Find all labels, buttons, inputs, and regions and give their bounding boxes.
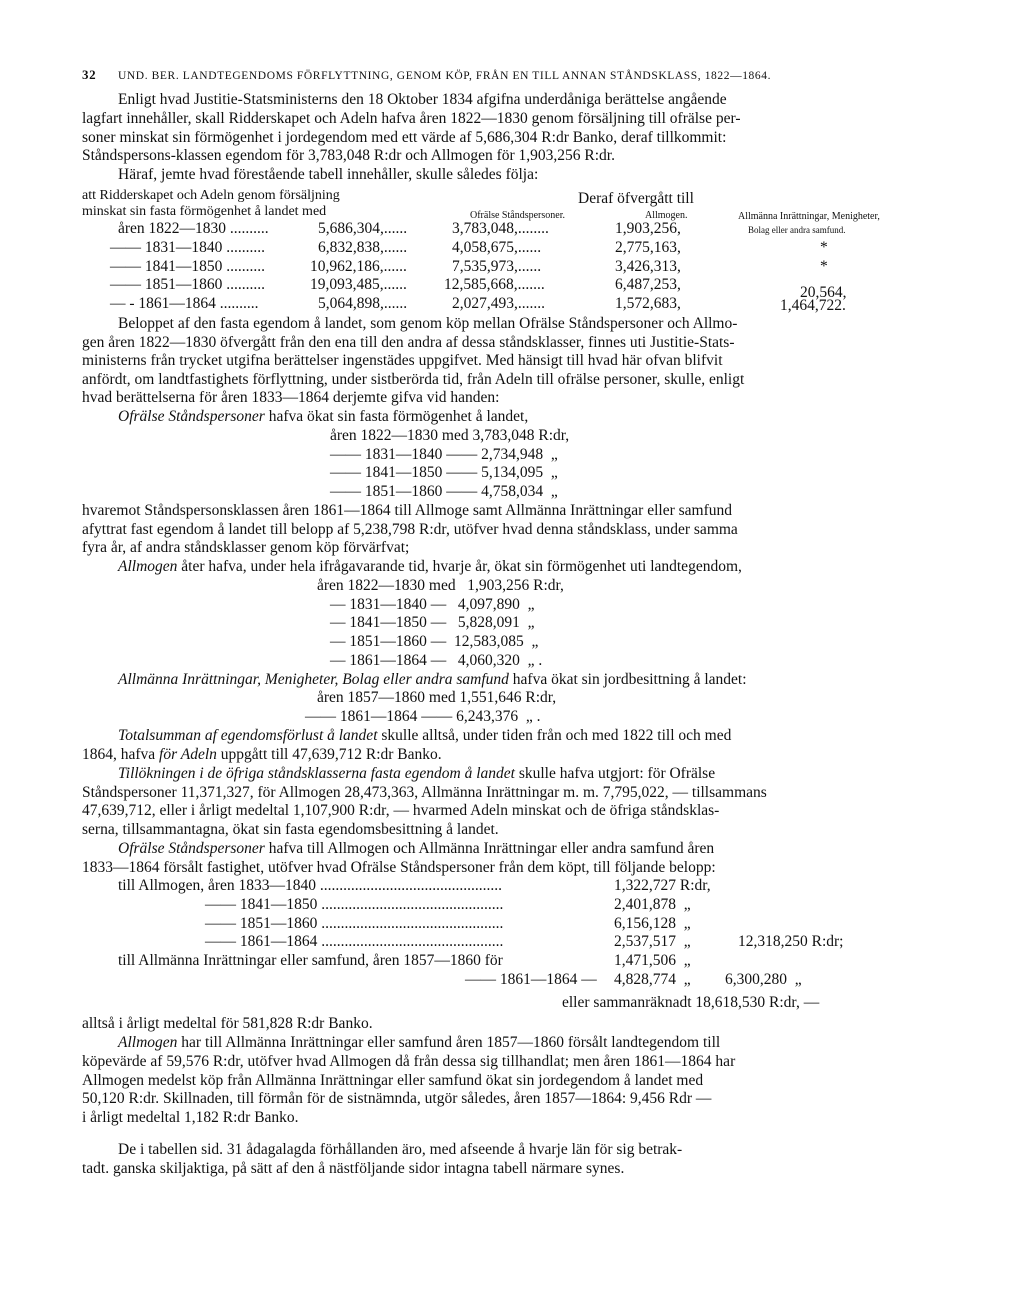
sold-value: 2,401,878 „ <box>614 896 691 913</box>
allmogen-intro <box>118 558 742 576</box>
allmanna-intro <box>118 671 747 689</box>
para2-line-1: Beloppet af den fasta egendom å landet, som genom köp mellan Ofrälse Ståndspersoner och Allmo- <box>118 315 738 332</box>
sold-label: —— 1851—1860 ............................................... <box>205 915 504 932</box>
allmanna-intro-rest: hafva ökat sin jordbesittning å landet: <box>508 671 747 688</box>
tillokning-line-3: 47,639,712, eller i årligt medeltal 1,107,900 R:dr, — hvarmed Adeln minskat och de öfriga ståndsklas- <box>82 802 720 819</box>
row-allmogen: 6,487,253, <box>615 276 681 293</box>
final-line-2: tadt. ganska skiljaktiga, på sätt af den å nästföljande sidor intagna tabell närmare synes. <box>82 1160 625 1177</box>
row-allmogen: 3,426,313, <box>615 258 681 275</box>
row-label: —— 1831—1840 .......... <box>110 239 265 256</box>
allmanna-list-item: —— 1861—1864 —— 6,243,376 „ . <box>305 708 541 725</box>
table-lead-2: minskat sin fasta förmögenhet å landet med <box>82 204 327 219</box>
final-line-1: De i tabellen sid. 31 ådagalagda förhållanden äro, med afseende å hvarje län för sig betrak- <box>118 1141 683 1158</box>
row-label: —— 1841—1850 .......... <box>110 258 265 275</box>
intro-line-3: soner minskat sin förmögenhet i jordegendom med ett värde af 5,686,304 R:dr Banko, deraf tillkommit: <box>82 129 727 146</box>
para3-line-2: afyttrat fast egendom å landet till belopp af 5,238,798 R:dr, utöfver hvad denna ståndsklass, under samma <box>82 521 738 538</box>
allmogen-had-line-4: 50,120 R:dr. Skillnaden, till förmån för de sistnämnda, utgör således, åren 1857—1864: 9,456 Rdr — <box>82 1090 712 1107</box>
para2-line-5: hvad berättelserna för åren 1833—1864 derjemte gifva vid handen: <box>82 389 500 406</box>
row-label: — - 1861—1864 .......... <box>110 295 259 312</box>
sold-label: —— 1861—1864 — <box>465 971 597 988</box>
tillokning-line-2: Ståndspersoner 11,371,327, för Allmogen 28,473,363, Allmänna Inrättningar m. m. 7,795,022, — tillsammans <box>82 784 767 801</box>
allmogen-had-line-5: i årligt medeltal 1,182 R:dr Banko. <box>82 1109 299 1126</box>
allmogen-list-item: — 1851—1860 — 12,583,085 „ <box>330 633 539 650</box>
page-number: 32 <box>82 67 97 82</box>
sold-average: alltså i årligt medeltal för 581,828 R:dr Banko. <box>82 1015 373 1032</box>
row-allmogen: 2,775,163, <box>615 239 681 256</box>
table-deraf: Deraf öfvergått till <box>578 190 694 207</box>
row-ofralse: 7,535,973,...... <box>452 258 542 275</box>
sold-line-2: 1833—1864 försålt fastighet, utöfver hvad Ofrälse Ståndspersoner från dem köpt, till följande belopp: <box>82 859 716 876</box>
row-allmanna: 20,564, <box>800 284 847 301</box>
sold-value: 4,828,774 „ <box>614 971 691 988</box>
row-allmanna: * <box>820 258 828 275</box>
total-line-2b: uppgått till 47,639,712 R:dr Banko. <box>216 746 442 763</box>
sold-label: till Allmogen, åren 1833—1840 ............................................... <box>118 877 503 894</box>
sold-value: 6,156,128 „ <box>614 915 691 932</box>
ofralse-list-item: —— 1851—1860 —— 4,758,034 „ <box>330 483 558 500</box>
row-ofralse: 4,058,675,...... <box>452 239 542 256</box>
row-label: åren 1822—1830 .......... <box>118 220 269 237</box>
running-title: UND. BER. LANDTEGENDOMS FÖRFLYTTNING, GENOM KÖP, FRÅN EN TILL ANNAN STÅNDSKLASS, 1822—1864. <box>118 70 772 82</box>
allmogen-had-line-2: köpevärde af 59,576 R:dr, utöfver hvad Allmogen då från dessa sig tillhandlat; men åren 1861—1864 har <box>82 1053 736 1070</box>
sold-value: 1,471,506 „ <box>614 952 691 969</box>
sold-line-1 <box>118 840 714 858</box>
tillokning-rest: skulle hafva utgjort: för Ofrälse <box>514 765 716 782</box>
ofralse-list-item: —— 1841—1850 —— 5,134,095 „ <box>330 464 558 481</box>
ofralse-intro-rest: hafva ökat sin fasta förmögenhet å landet, <box>264 408 529 425</box>
allmogen-had-line-3: Allmogen medelst köp från Allmänna Inrättningar eller samfund ökat sin jordegendom å landet med <box>82 1072 704 1089</box>
para2-line-4: anfördt, om landtfastighets förflyttning, under sistberörda tid, från Adeln till ofrälse personer, skulle, enligt <box>82 371 745 388</box>
row-allmogen: 1,903,256, <box>615 220 681 237</box>
allmogen-had-rest: har till Allmänna Inrättningar eller samfund åren 1857—1860 försålt landtegendom till <box>177 1034 721 1051</box>
allmogen-list-item: — 1841—1850 — 5,828,091 „ <box>330 614 535 631</box>
total-italic-2: för Adeln <box>159 746 217 763</box>
allmogen-list-item: åren 1822—1830 med 1,903,256 R:dr, <box>317 577 564 594</box>
intro-line-4: Ståndspersons-klassen egendom för 3,783,048 R:dr och Allmogen för 1,903,256 R:dr. <box>82 147 615 164</box>
sold-value: 2,537,517 „ <box>614 933 691 950</box>
total-line-2a: 1864, hafva <box>82 746 160 763</box>
sold-italic: Ofrälse Ståndspersoner <box>118 840 265 857</box>
sold-extra: 6,300,280 „ <box>725 971 802 988</box>
table-header-allmanna-2: Bolag eller andra samfund. <box>748 225 846 235</box>
allmogen-intro-rest: åter hafva, under hela ifrågavarande tid, hvarje år, ökat sin förmögenhet uti landtegendom, <box>177 558 742 575</box>
total-line-2 <box>82 746 442 764</box>
tillokning-line-1 <box>118 765 715 783</box>
row-ofralse: 3,783,048,........ <box>452 220 549 237</box>
ofralse-intro-italic: Ofrälse Ståndspersoner <box>118 408 265 425</box>
table-header-allmanna-1: Allmänna Inrättningar, Menigheter, <box>738 211 880 222</box>
row-allmanna: * <box>820 239 828 256</box>
allmogen-list-item: — 1861—1864 — 4,060,320 „ . <box>330 652 543 669</box>
allmogen-list-item: — 1831—1840 — 4,097,890 „ <box>330 596 535 613</box>
ofralse-list-item: —— 1831—1840 —— 2,734,948 „ <box>330 446 558 463</box>
table-lead-1: att Ridderskapet och Adeln genom försäljning <box>82 188 340 203</box>
table-header-allmogen: Allmogen. <box>645 210 688 221</box>
sold-rest: hafva till Allmogen och Allmänna Inrättningar eller andra samfund åren <box>264 840 715 857</box>
allmogen-had-line-1 <box>118 1034 720 1052</box>
sold-label: till Allmänna Inrättningar eller samfund, åren 1857—1860 för <box>118 952 503 969</box>
para3-line-3: fyra år, af andra ståndsklasser genom köp förvärfvat; <box>82 539 410 556</box>
row-ofralse: 2,027,493,....... <box>452 295 545 312</box>
row-total: 19,093,485,...... <box>310 276 407 293</box>
allmanna-intro-italic: Allmänna Inrättningar, Menigheter, Bolag eller andra samfund <box>118 671 509 688</box>
sold-extra: 12,318,250 R:dr; <box>738 933 844 950</box>
ofralse-intro <box>118 408 528 426</box>
total-italic: Totalsumman af egendomsförlust å landet <box>118 727 378 744</box>
allmanna-list-item: åren 1857—1860 med 1,551,646 R:dr, <box>317 689 557 706</box>
total-rest: skulle alltså, under tiden från och med 1822 till och med <box>377 727 732 744</box>
tillokning-line-4: serna, tillsammantagna, ökat sin fasta egendomsbesittning å landet. <box>82 821 499 838</box>
intro-line-5: Häraf, jemte hvad förestående tabell innehåller, skulle således följa: <box>118 166 539 183</box>
row-total: 5,686,304,...... <box>318 220 408 237</box>
sold-sum: eller sammanräknadt 18,618,530 R:dr, — <box>562 994 820 1011</box>
allmogen-had-italic: Allmogen <box>118 1034 178 1051</box>
row-total: 10,962,186,...... <box>310 258 407 275</box>
ofralse-list-item: åren 1822—1830 med 3,783,048 R:dr, <box>330 427 570 444</box>
allmogen-intro-italic: Allmogen <box>118 558 178 575</box>
para2-line-2: gen åren 1822—1830 öfvergått från den ena till den andra af dessa ståndsklasser, finnes uti Justitie-Stats- <box>82 334 735 351</box>
row-ofralse: 12,585,668,....... <box>444 276 545 293</box>
sold-value: 1,322,727 R:dr, <box>614 877 711 894</box>
intro-line-2: lagfart innehåller, skall Ridderskapet och Adeln hafva åren 1822—1830 genom försäljning till ofrälse per- <box>82 110 741 127</box>
sold-label: —— 1861—1864 ............................................... <box>205 933 504 950</box>
total-line-1 <box>118 727 731 745</box>
intro-line-1: Enligt hvad Justitie-Statsministerns den 18 Oktober 1834 afgifna underdåniga berättelse angående <box>118 91 727 108</box>
row-allmogen: 1,572,683, <box>615 295 681 312</box>
table-header-ofralse: Ofrälse Ståndspersoner. <box>470 210 565 221</box>
row-total: 6,832,838,...... <box>318 239 408 256</box>
para3-line-1: hvaremot Ståndspersonsklassen åren 1861—1864 till Allmoge samt Allmänna Inrättningar eller samfund <box>82 502 733 519</box>
tillokning-italic: Tillökningen i de öfriga ståndsklasserna fasta egendom å landet <box>118 765 515 782</box>
row-label: —— 1851—1860 .......... <box>110 276 265 293</box>
row-allmanna: 1,464,722. <box>780 297 846 314</box>
para2-line-3: ministerns från trycket utgifna berättelser ingenstädes uppgifvet. Med hänsigt till hvad här ofvan blifvit <box>82 352 723 369</box>
sold-label: —— 1841—1850 ............................................... <box>205 896 504 913</box>
row-total: 5,064,898,...... <box>318 295 408 312</box>
